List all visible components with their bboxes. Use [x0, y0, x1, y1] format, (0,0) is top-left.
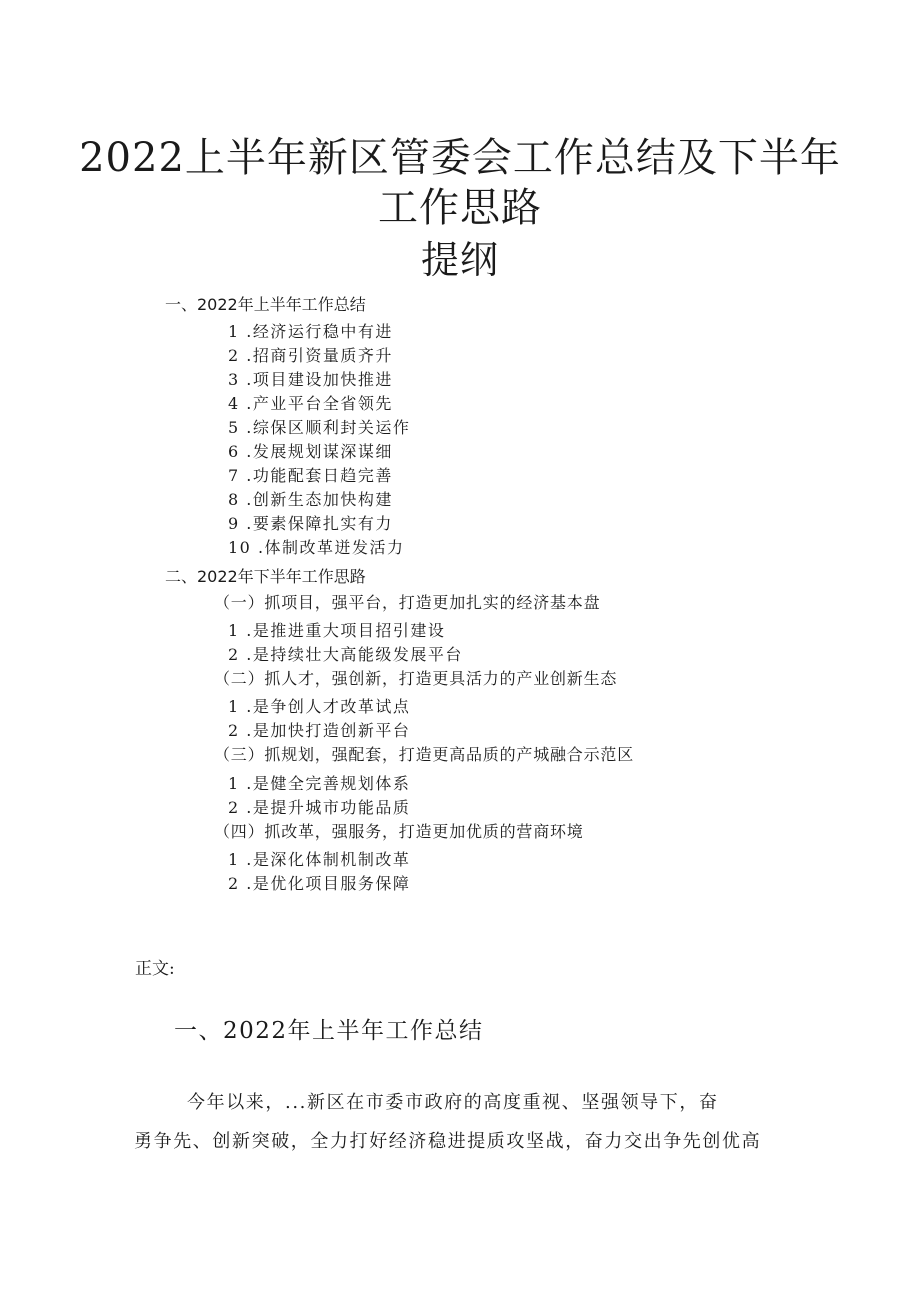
- outline-group-title: （二）抓人才，强创新，打造更具活力的产业创新生态: [214, 669, 618, 688]
- outline-part1-item: 9 .要素保障扎实有力: [228, 514, 393, 533]
- document-title-line-3: 提纲: [420, 238, 499, 282]
- outline-part1-item: 10 .体制改革迸发活力: [228, 538, 405, 557]
- outline-part1-item: 3 .项目建设加快推进: [228, 370, 393, 389]
- outline-group-title: （四）抓改革，强服务，打造更加优质的营商环境: [214, 822, 584, 841]
- outline-group-item: 2 .是持续壮大高能级发展平台: [228, 645, 463, 664]
- outline-group-title: （三）抓规划，强配套，打造更高品质的产城融合示范区: [214, 745, 635, 764]
- outline-part1-heading: 一、2022年上半年工作总结: [165, 295, 366, 314]
- outline-group-item: 1 .是健全完善规划体系: [228, 774, 411, 793]
- outline-part1-item: 2 .招商引资量质齐升: [228, 346, 393, 365]
- body-paragraph-line: 今年以来，...新区在市委市政府的高度重视、坚强领导下，奋: [187, 1092, 719, 1113]
- body-paragraph-line: 勇争先、创新突破，全力打好经济稳进提质攻坚战，奋力交出争先创优高: [134, 1131, 762, 1152]
- document-title-line-1: 2022上半年新区管委会工作总结及下半年: [79, 135, 841, 181]
- outline-group-title: （一）抓项目，强平台，打造更加扎实的经济基本盘: [214, 593, 601, 612]
- outline-group-item: 1 .是争创人才改革试点: [228, 697, 411, 716]
- outline-part1-item: 6 .发展规划谋深谋细: [228, 442, 393, 461]
- body-label: 正文:: [135, 959, 175, 979]
- body-section-heading: 一、2022年上半年工作总结: [174, 1018, 484, 1044]
- outline-part1-item: 4 .产业平台全省领先: [228, 394, 393, 413]
- outline-part1-item: 7 .功能配套日趋完善: [228, 466, 393, 485]
- outline-group-item: 2 .是优化项目服务保障: [228, 874, 411, 893]
- outline-group-item: 2 .是加快打造创新平台: [228, 721, 411, 740]
- outline-part1-item: 5 .综保区顺利封关运作: [228, 418, 411, 437]
- outline-part2-heading: 二、2022年下半年工作思路: [165, 567, 366, 586]
- outline-group-item: 1 .是推进重大项目招引建设: [228, 621, 446, 640]
- outline-group-item: 1 .是深化体制机制改革: [228, 850, 411, 869]
- outline-part1-item: 1 .经济运行稳中有进: [228, 322, 393, 341]
- document-title-line-2: 工作思路: [378, 185, 542, 231]
- outline-group-item: 2 .是提升城市功能品质: [228, 798, 411, 817]
- outline-part1-item: 8 .创新生态加快构建: [228, 490, 393, 509]
